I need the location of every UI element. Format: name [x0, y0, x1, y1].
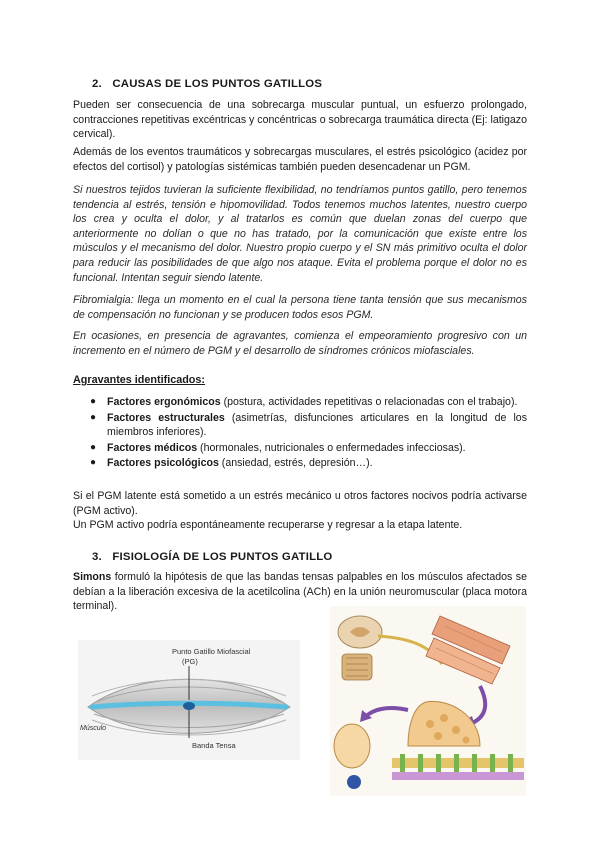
vesicle — [440, 714, 448, 722]
bullet-icon: ● — [90, 411, 97, 423]
list-item-bold: Factores psicológicos — [107, 457, 219, 470]
bullet-icon: ● — [90, 457, 97, 469]
trigger-point-nodule — [183, 702, 195, 710]
section-2-number: 2. — [92, 78, 102, 90]
bullet-icon: ● — [90, 396, 97, 407]
vesicle — [452, 726, 460, 734]
label-taut-band: Banda Tensa — [192, 741, 236, 750]
list-item — [73, 441, 527, 456]
section-3-heading — [92, 551, 332, 563]
agravantes-list — [73, 395, 527, 472]
section-2-title: CAUSAS DE LOS PUNTOS GATILLOS — [112, 78, 323, 90]
list-item — [73, 456, 527, 471]
paragraph-pgm-activo: Un PGM activo podría espontáneamente recuperarse y regresar a la etapa latente. — [73, 519, 463, 531]
paragraph-italic-fibromialgia: Fibromialgia: llega un momento en el cual la persona tiene tanta tensión que sus mecanismos de compensación no funcionan y se producen todos esos PGM. — [73, 294, 527, 321]
vesicle — [463, 737, 470, 744]
list-item — [73, 395, 527, 410]
muscle-membrane — [392, 772, 524, 780]
list-item-text: (asimetrías, disfunciones articulares en la longitud de los miembros inferiores). — [107, 411, 527, 439]
neuromuscular-junction-figure — [330, 606, 526, 796]
paragraph-pgm-latente: Si el PGM latente está sometido a un estrés mecánico u otros factores nocivos podría activarse (PGM activo). — [73, 490, 527, 517]
taut-band-figure — [78, 640, 300, 760]
paragraph-estres: Además de los eventos traumáticos y sobrecargas musculares, el estrés psicológico (acidez por efectos del cortisol) y patologías sistémicas también pueden desencadenar un PGM. — [73, 146, 527, 173]
label-muscle: Músculo — [80, 725, 107, 732]
list-item-text: (hormonales, nutricionales o enfermedades infecciosas). — [197, 441, 466, 454]
list-item-bold: Factores médicos — [107, 441, 198, 454]
section-2-heading — [92, 78, 322, 90]
vesicle — [426, 720, 434, 728]
list-item-text: (postura, actividades repetitivas o relacionadas con el trabajo). — [220, 396, 518, 408]
paragraph-italic-tejidos: Si nuestros tejidos tuvieran la suficiente flexibilidad, no tendríamos puntos gatillo, pero tenemos tendencia al estrés, tensión e hipomovilidad. Todos tenemos muchos latentes, nuestro cuerpo los crea y oculta el dolor, y al tratarlos es común que duelan zonas del cuerpo que anteriormente no dolían o que no has tratado, por la comunicación que existe entre los músculos y el mecanismo del dolor. Nuestro propio cuerpo y el SN más primitivo oculta el dolor para reducir las posibilidades de que algo nos ataque. Evita el problema porque el dolor no es funcional. Intentan seguir siendo latente. — [73, 184, 527, 284]
label-pg: (PG) — [182, 657, 198, 666]
section-3-number: 3. — [92, 551, 102, 563]
paragraph-italic-agravantes: En ocasiones, en presencia de agravantes, comienza el empeoramiento progresivo con un incremento en el número de PGM y el desarrollo de síndromes crónicos miofasciales. — [73, 330, 527, 357]
simons-name: Simons — [73, 571, 112, 583]
simons-text: formuló la hipótesis de que las bandas tensas palpables en los músculos afectados se debían a la liberación excesiva de la acetilcolina (ACh) en la unión neuromuscular (placa motora terminal). — [73, 571, 527, 613]
list-item — [73, 411, 527, 440]
list-item-bold: Factores estructurales — [107, 411, 225, 424]
bullet-icon: ● — [90, 441, 97, 453]
ach-icon — [347, 775, 361, 789]
agravantes-heading: Agravantes identificados: — [73, 374, 205, 386]
list-item-text: (ansiedad, estrés, depresión…). — [218, 457, 373, 470]
list-item-bold: Factores ergonómicos — [107, 396, 221, 408]
schwann-cell — [334, 724, 370, 768]
section-3-title: FISIOLOGÍA DE LOS PUNTOS GATILLO — [112, 551, 333, 563]
label-trigger-point: Punto Gatillo Miofascial — [172, 647, 251, 656]
paragraph-causas: Pueden ser consecuencia de una sobrecarga muscular puntual, un esfuerzo prolongado, contracciones repetitivas excéntricas y concéntricas o sobrecarga traumática directa (Ej: latigazo cervical). — [73, 99, 527, 141]
vesicle — [434, 732, 442, 740]
